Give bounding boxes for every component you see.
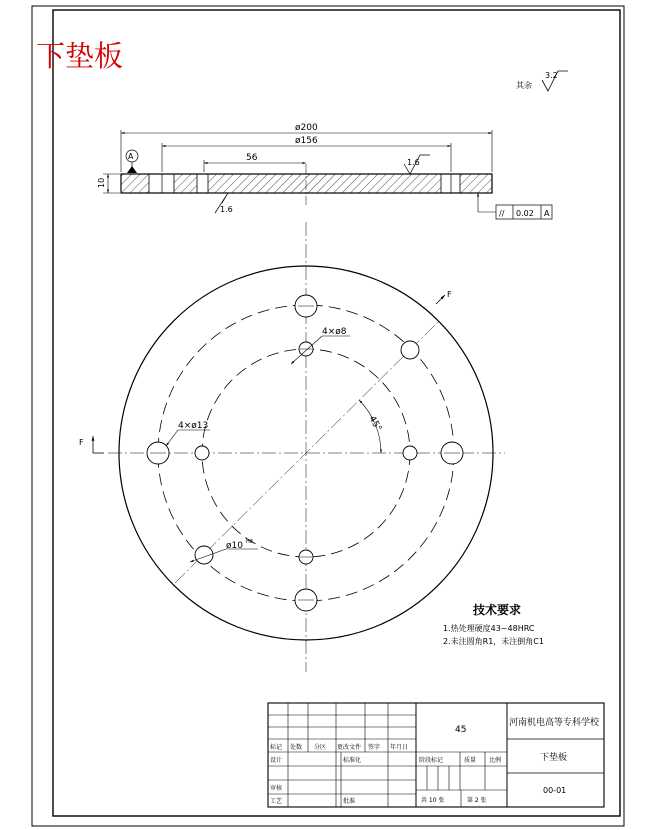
tech-item-2: 2.未注圆角R1，未注倒角C1 xyxy=(443,637,544,646)
hole-bottom-label: ø10 xyxy=(226,541,243,551)
direction-arrow-top xyxy=(436,295,445,304)
hole-bottom-fit: H8 xyxy=(246,539,253,545)
tolerance-datum: A xyxy=(544,209,550,218)
weight-label: 质量 xyxy=(464,757,477,764)
diagonal-hole xyxy=(195,546,213,564)
small-hole xyxy=(195,446,209,460)
inner-border xyxy=(53,10,620,816)
section-view xyxy=(97,123,552,219)
dim-offset: 56 xyxy=(246,153,258,163)
other-roughness-value: 3.2 xyxy=(545,71,558,80)
material: 45 xyxy=(455,725,467,735)
stage-label: 阶段标记 xyxy=(419,757,444,764)
hatch-segment xyxy=(121,174,149,193)
direction-label-top: F xyxy=(447,290,452,299)
other-roughness-label: 其余 xyxy=(516,81,532,90)
tech-heading: 技术要求 xyxy=(473,603,522,617)
header-mark: 标记 xyxy=(270,744,283,751)
diagonal-hole xyxy=(401,341,419,359)
angle-label: 45° xyxy=(366,414,384,434)
hole-small-label: 4×ø8 xyxy=(322,327,347,337)
diagonal-center-line xyxy=(175,322,438,583)
row-design: 设计 xyxy=(270,757,283,764)
row-review: 审核 xyxy=(270,785,283,792)
hatch-segment xyxy=(174,174,197,193)
small-hole xyxy=(403,446,417,460)
tech-item-1: 1.热处理硬度43~48HRC xyxy=(443,624,535,633)
watermark-title: 下垫板 xyxy=(36,39,124,73)
sheets-total: 共 10 张 xyxy=(421,797,445,804)
header-sign: 签字 xyxy=(368,744,381,751)
row-standard: 标准化 xyxy=(343,757,362,764)
dim-thickness: 10 xyxy=(97,177,106,188)
hole-large-label: 4×ø13 xyxy=(178,421,209,431)
other-roughness xyxy=(516,71,568,91)
roughness-top: 1.6 xyxy=(407,158,420,167)
row-approve: 批准 xyxy=(343,798,356,805)
title-block-text xyxy=(270,716,600,805)
plan-view xyxy=(79,222,505,672)
dim-inner-dia: ø156 xyxy=(295,136,318,146)
parallelism-icon: // xyxy=(499,209,505,218)
header-zone: 分区 xyxy=(314,744,327,751)
hatch-segment xyxy=(208,174,441,193)
roughness-bottom: 1.6 xyxy=(220,205,233,214)
header-date: 年月日 xyxy=(390,744,409,751)
header-count: 处数 xyxy=(290,744,303,751)
header-change-doc: 更改文件 xyxy=(337,744,362,751)
hatch-segment xyxy=(460,174,492,193)
row-process: 工艺 xyxy=(270,798,283,805)
tolerance-value: 0.02 xyxy=(516,209,534,218)
scale-label: 比例 xyxy=(489,757,502,764)
school-name: 河南机电高等专科学校 xyxy=(509,718,600,728)
sheet-number: 第 2 张 xyxy=(467,797,487,804)
direction-label-left: F xyxy=(79,438,84,447)
datum-triangle xyxy=(127,166,137,173)
part-name: 下垫板 xyxy=(540,753,568,763)
drawing-number: 00-01 xyxy=(543,786,567,795)
dim-outer-dia: ø200 xyxy=(295,123,318,133)
tech-requirements xyxy=(443,602,544,647)
datum-label: A xyxy=(128,152,134,161)
